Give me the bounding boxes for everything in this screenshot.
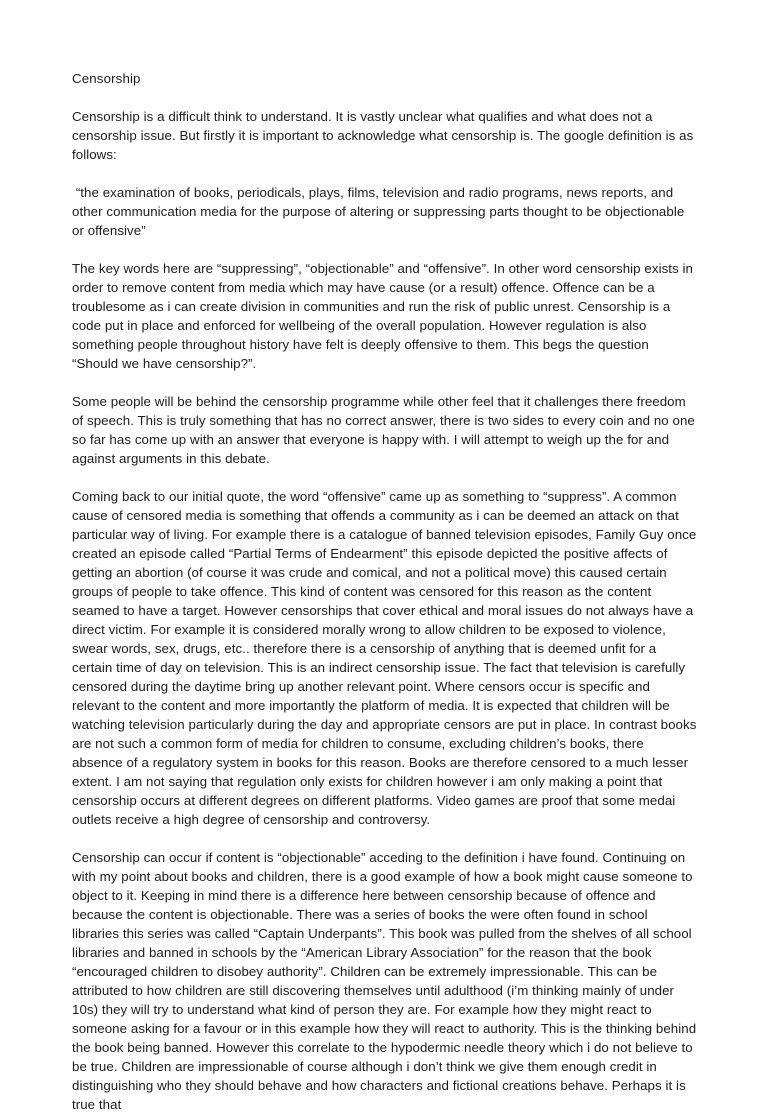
paragraph-objectionable-books: Censorship can occur if content is “objectionable” acceding to the definition i have found. Continuing on with my point about books and children, there is a good example of how a book might cause someone to object to it. Keeping in mind there is a difference here between censorship because of offence and because the content is objectionable. There was a series of books the were often found in school libraries this series was called “Captain Underpants”. This book was pulled from the shelves of all school libraries and banned in schools by the “American Library Association” for the reason that the book “encouraged children to disobey authority”. Children can be extremely impressionable. This can be attributed to how children are still discovering themselves until adulthood (i’m thinking mainly of under 10s) they will try to understand what kind of person they are. For example how they might react to someone asking for a favour or in this example how they will react to authority. This is the thinking behind the book being banned. However this correlate to the hypodermic needle theory which i do not believe to be true. Children are impressionable of course although i don’t think we give them enough credit in distinguishing who they should behave and how characters and fictional creations behave. Perhaps it is true that: [72, 850, 700, 1112]
paragraph-offensive-media: Coming back to our initial quote, the word “offensive” came up as something to “suppress”. A common cause of censored media is something that offends a community as i can be deemed an attack on that particular way of living. For example there is a catalogue of banned television episodes, Family Guy once created an episode called “Partial Terms of Endearment” this episode depicted the positive affects of getting an abortion (of course it was crude and comical, and not a political move) this caused certain groups of people to take offence. This kind of content was censored for this reason as the content seamed to have a target. However censorships that cover ethical and moral issues do not always have a direct victim. For example it is considered morally wrong to allow children to be exposed to violence, swear words, sex, drugs, etc.. therefore there is a censorship of anything that is deemed unfit for a certain time of day on television. This is an indirect censorship issue. The fact that television is carefully censored during the daytime bring up another relevant point. Where censors occur is specific and relevant to the content and more importantly the platform of media. It is expected that children will be watching television particularly during the day and appropriate censors are put in place. In contrast books are not such a common form of media for children to consume, excluding children’s books, there absence of a regulatory system in books for this reason. Books are therefore censored to a much lesser extent. I am not saying that regulation only exists for children however i am only making a point that censorship occurs at different degrees on different platforms. Video games are proof that some medai outlets receive a high degree of censorship and controversy.: [72, 489, 701, 827]
paragraph-definition-quote: “the examination of books, periodicals, plays, films, television and radio programs, news reports, and other communication media for the purpose of altering or suppressing parts thought to be objectionable or offensive”: [72, 185, 689, 238]
document-text-column: [72, 69, 701, 1114]
paragraph-key-words: The key words here are “suppressing”, “objectionable” and “offensive”. In other word censorship exists in order to remove content from media which may have cause (or a result) offence. Offence can be a troublesome as i can create division in communities and run the risk of public unrest. Censorship is a code put in place and enforced for wellbeing of the overall population. However regulation is also something people throughout history have felt is deeply offensive to them. This begs the question “Should we have censorship?”.: [72, 261, 697, 371]
paragraph-two-sides: Some people will be behind the censorship programme while other feel that it challenges there freedom of speech. This is truly something that has no correct answer, there is two sides to every coin and no one so far has come up with an answer that everyone is happy with. I will attempt to weigh up the for and against arguments in this debate.: [72, 394, 699, 466]
document-title: Censorship: [72, 71, 141, 86]
paragraph-intro: Censorship is a difficult think to understand. It is vastly unclear what qualifies and what does not a censorship issue. But firstly it is important to acknowledge what censorship is. The google definition is as follows:: [72, 109, 698, 162]
